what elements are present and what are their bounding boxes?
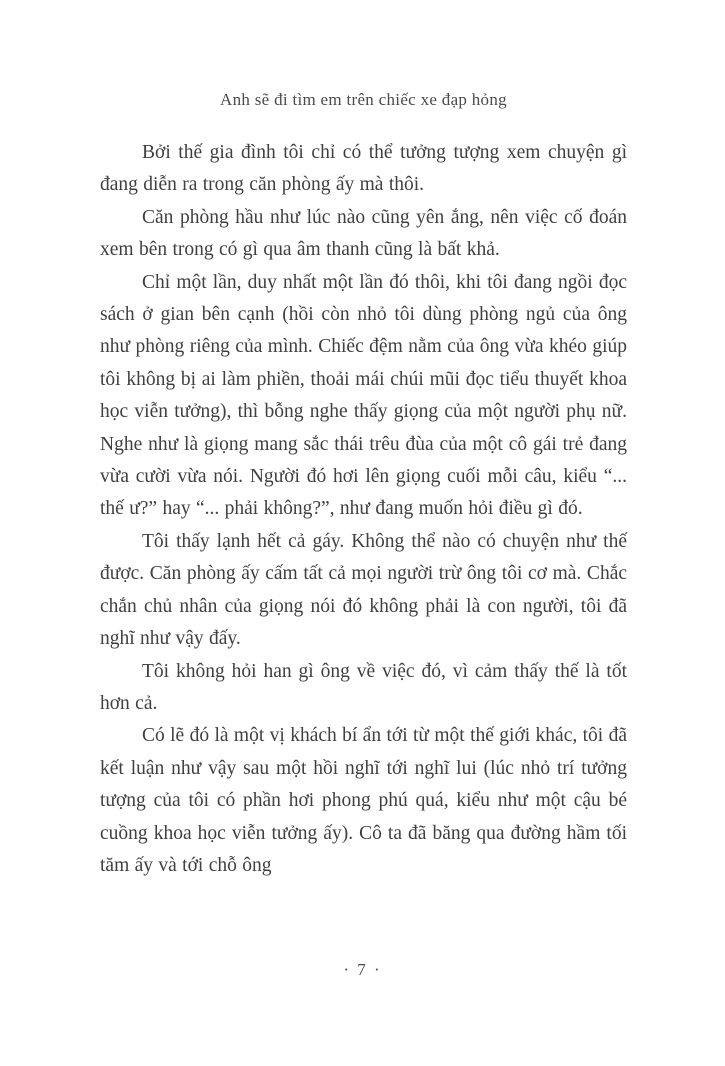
page-body (100, 137, 627, 882)
page-number: · 7 · (343, 960, 382, 979)
paragraph: Có lẽ đó là một vị khách bí ẩn tới từ một thế giới khác, tôi đã kết luận như vậy sau một hồi nghĩ tới nghĩ lui (lúc nhỏ trí tưởng tượng của tôi có phần hơi phong phú quá, kiểu như một cậu bé cuồng khoa học viễn tưởng ấy). Cô ta đã băng qua đường hầm tối tăm ấy và tới chỗ ông (100, 725, 627, 876)
paragraph: Tôi thấy lạnh hết cả gáy. Không thể nào có chuyện như thế được. Căn phòng ấy cấm tất cả mọi người trừ ông tôi cơ mà. Chắc chắn chủ nhân của giọng nói đó không phải là con người, tôi đã nghĩ như vậy đấy. (100, 530, 627, 650)
running-head: Anh sẽ đi tìm em trên chiếc xe đạp hỏng (220, 90, 507, 109)
paragraph: Chỉ một lần, duy nhất một lần đó thôi, khi tôi đang ngồi đọc sách ở gian bên cạnh (hồi còn nhỏ tôi dùng phòng ngủ của ông như phòng riêng của mình. Chiếc đệm nằm của ông vừa khéo giúp tôi không bị ai làm phiền, thoải mái chúi mũi đọc tiểu thuyết khoa học viễn tưởng), thì bỗng nghe thấy giọng của một người phụ nữ. Nghe như là giọng mang sắc thái trêu đùa của một cô gái trẻ đang vừa cười vừa nói. Người đó hơi lên giọng cuối mỗi câu, kiểu “... thế ư?” hay “... phải không?”, như đang muốn hỏi điều gì đó. (100, 271, 627, 520)
paragraph: Tôi không hỏi han gì ông về việc đó, vì cảm thấy thế là tốt hơn cả. (100, 660, 627, 714)
paragraph: Bởi thế gia đình tôi chỉ có thể tưởng tượng xem chuyện gì đang diễn ra trong căn phòng ấy mà thôi. (100, 142, 627, 196)
paragraph: Căn phòng hầu như lúc nào cũng yên ắng, nên việc cố đoán xem bên trong có gì qua âm thanh cũng là bất khả. (100, 206, 627, 261)
